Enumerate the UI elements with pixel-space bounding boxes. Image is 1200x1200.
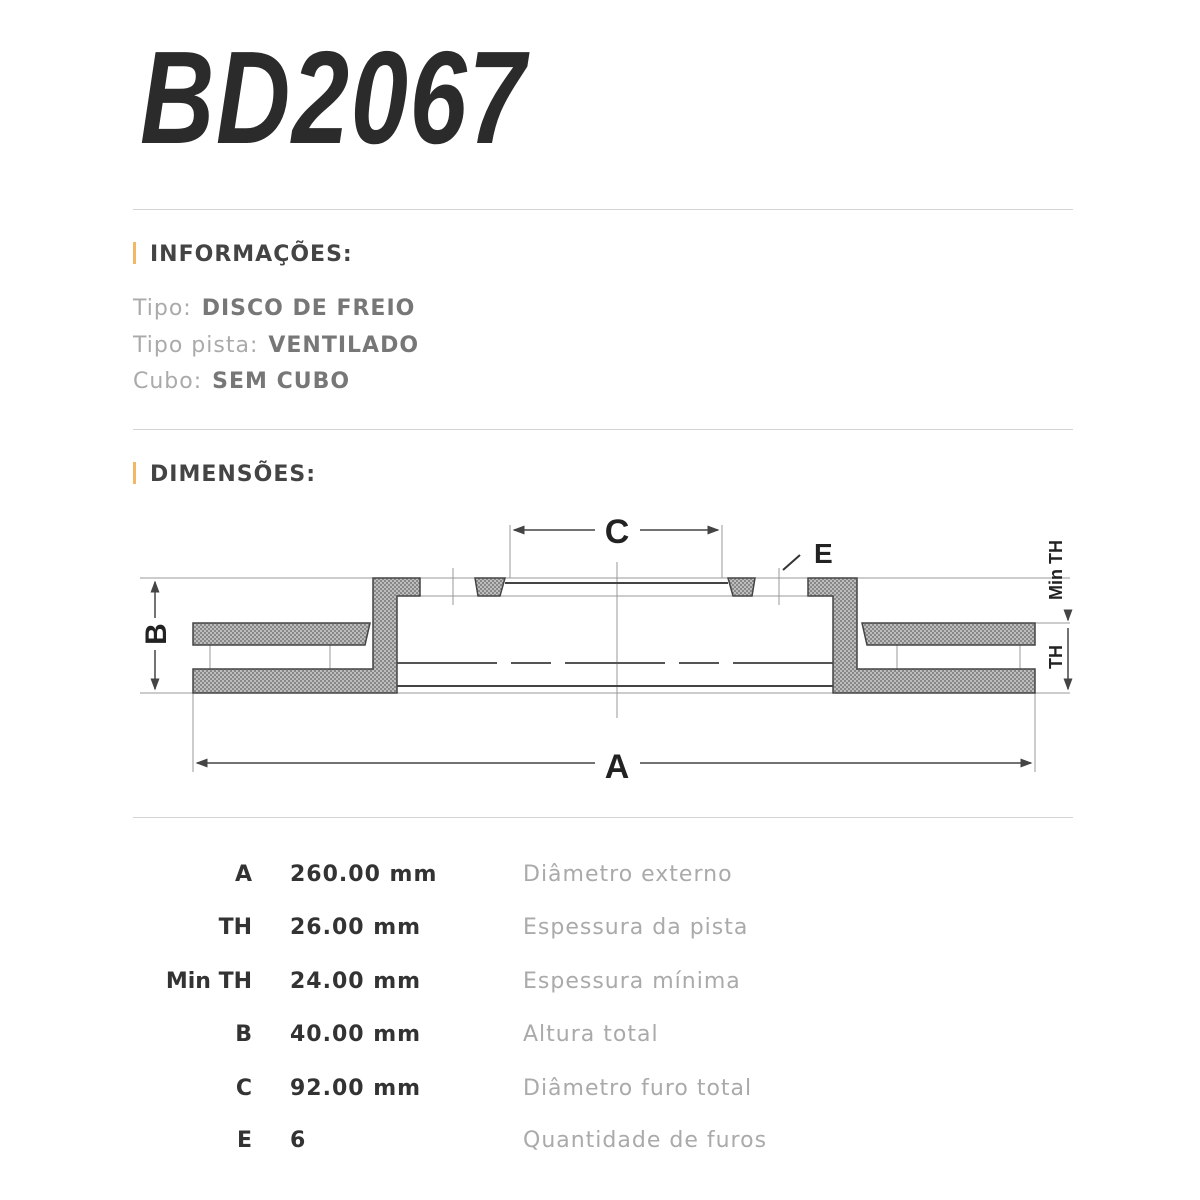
dimension-description: Espessura da pista — [523, 915, 749, 940]
dimension-description: Quantidade de furos — [523, 1128, 768, 1153]
dimension-row — [120, 862, 920, 892]
dimension-label: Min TH — [165, 969, 252, 994]
dimension-label: E — [236, 1128, 252, 1153]
dimension-label: B — [235, 1022, 252, 1047]
label-c: C — [604, 513, 630, 551]
label-th: TH — [1046, 645, 1066, 669]
dimension-value: 40.00 mm — [290, 1022, 422, 1047]
info-heading: INFORMAÇÕES: — [150, 242, 353, 267]
info-label: Tipo pista: — [133, 333, 259, 358]
dimension-description: Diâmetro furo total — [523, 1076, 753, 1101]
info-label: Tipo: — [133, 296, 192, 321]
dimension-label: A — [234, 862, 252, 887]
dimension-value: 26.00 mm — [290, 915, 422, 940]
dimension-row — [120, 969, 920, 999]
dimension-row — [120, 1022, 920, 1052]
label-min-th: Min TH — [1046, 540, 1066, 600]
dimension-row — [120, 1128, 920, 1158]
dimension-description: Espessura mínima — [523, 969, 741, 994]
dimension-value: 24.00 mm — [290, 969, 422, 994]
info-value: VENTILADO — [268, 333, 420, 358]
divider — [133, 817, 1073, 818]
dimension-row — [120, 915, 920, 945]
info-label: Cubo: — [133, 369, 203, 394]
dimension-row — [120, 1076, 920, 1106]
product-code: BD2067 — [140, 24, 528, 171]
dimension-value: 92.00 mm — [290, 1076, 422, 1101]
dimension-value: 260.00 mm — [290, 862, 438, 887]
info-value: DISCO DE FREIO — [201, 296, 416, 321]
label-b: B — [140, 623, 173, 645]
dimensions-heading: DIMENSÕES: — [150, 462, 316, 487]
dimension-label: C — [235, 1076, 252, 1101]
dimension-label: TH — [218, 915, 252, 940]
label-a: A — [604, 748, 630, 786]
dimension-description: Altura total — [523, 1022, 659, 1047]
dimension-value: 6 — [290, 1128, 307, 1153]
dimension-description: Diâmetro externo — [523, 862, 733, 887]
info-value: SEM CUBO — [212, 369, 351, 394]
label-e: E — [814, 538, 833, 569]
